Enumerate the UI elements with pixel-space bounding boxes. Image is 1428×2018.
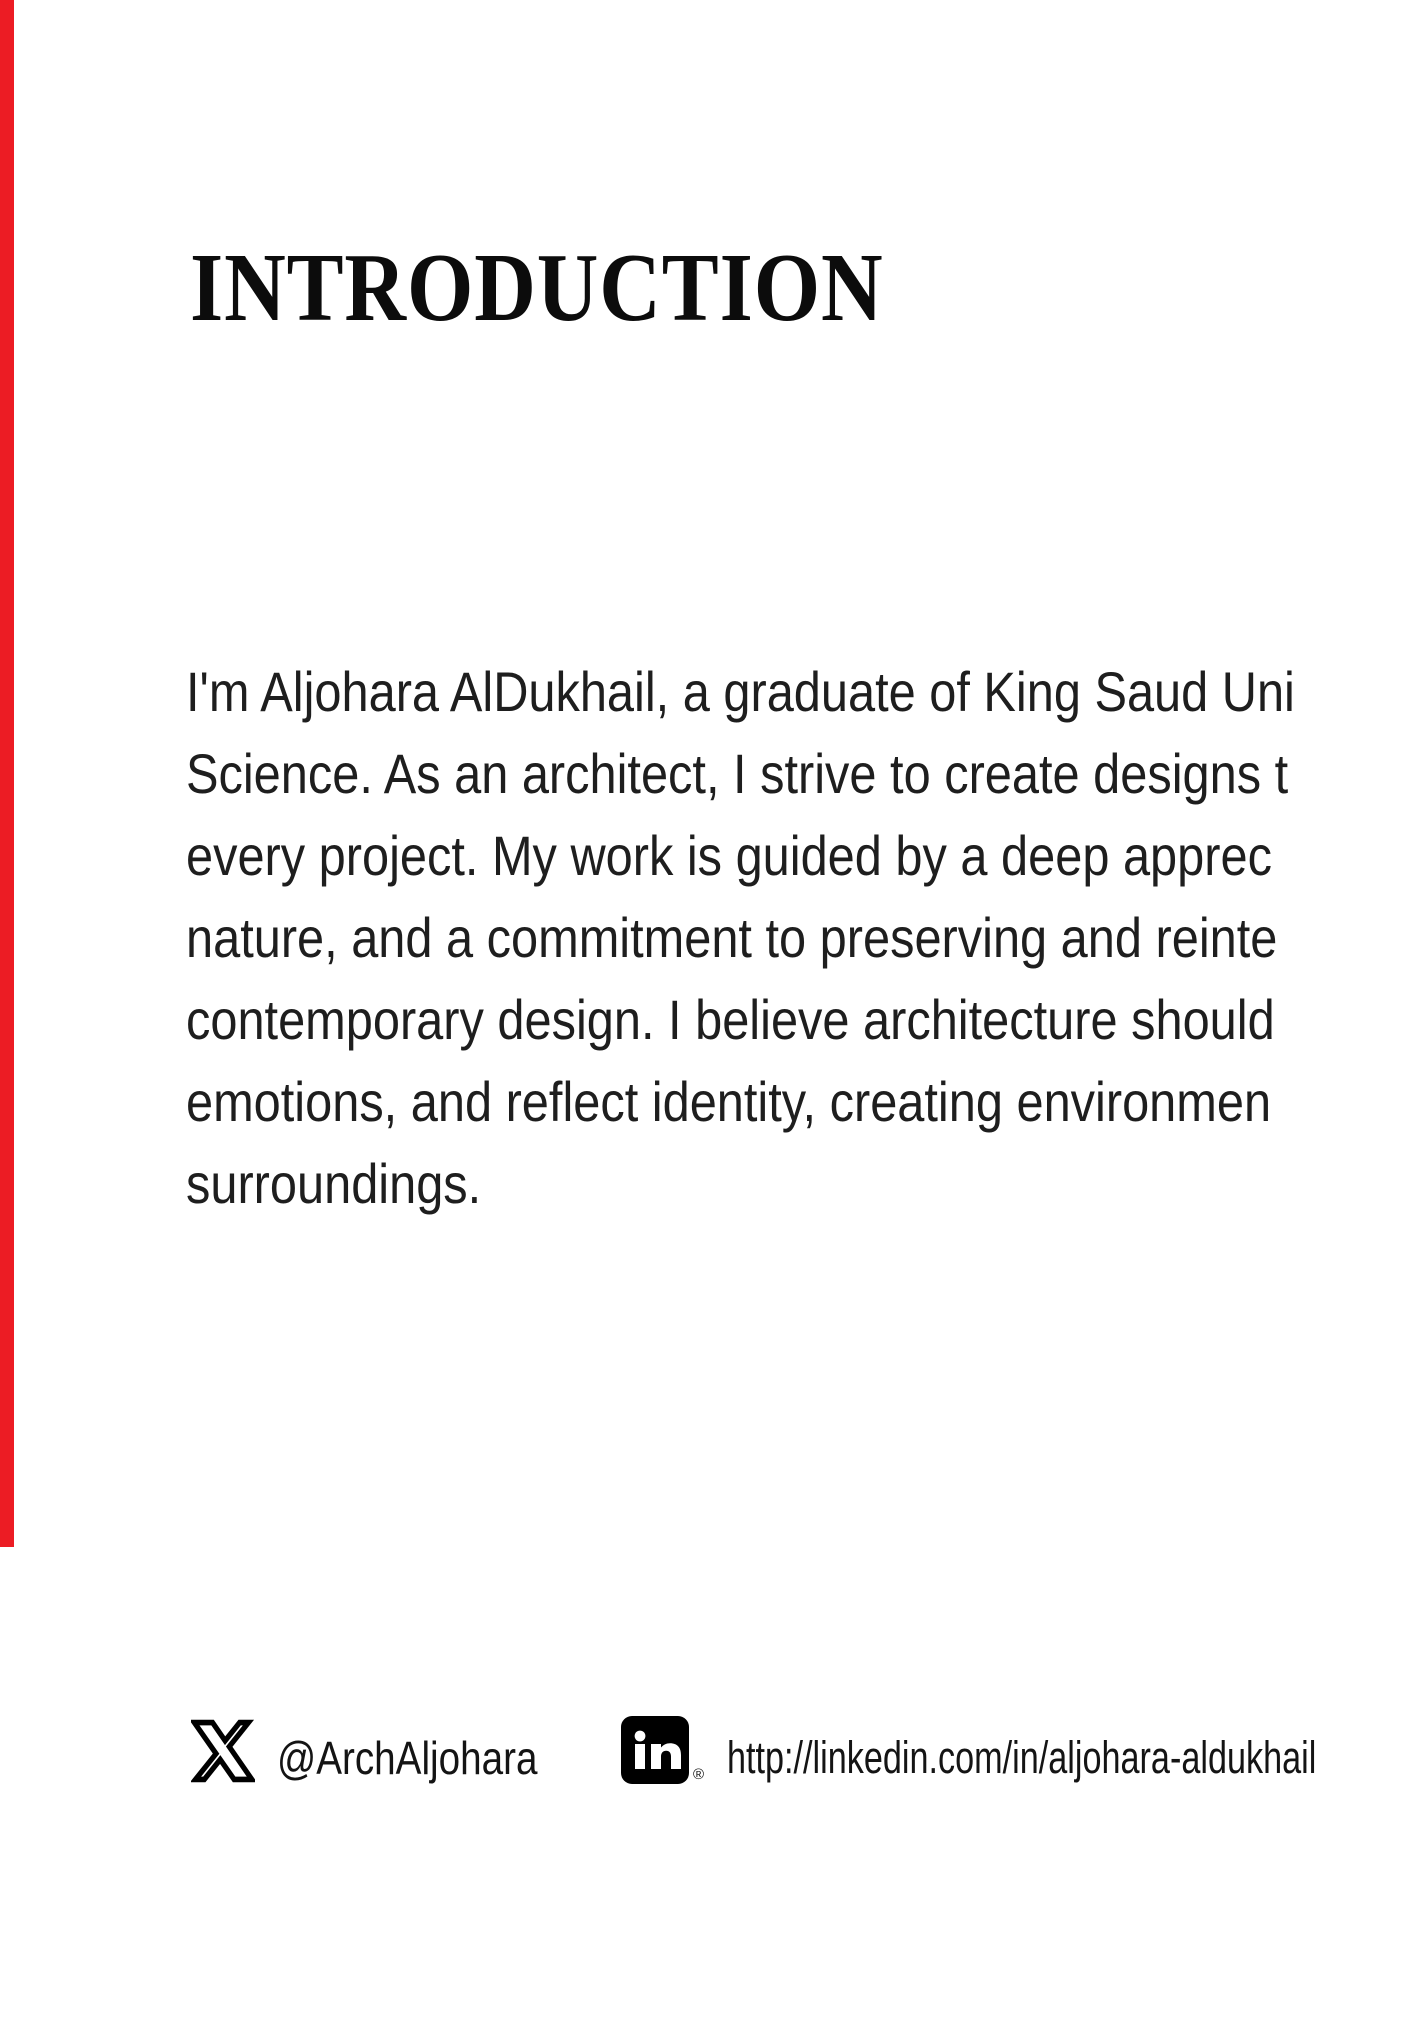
x-logo-icon[interactable] — [191, 1716, 255, 1786]
intro-line: Science. As an architect, I strive to create designs t — [186, 742, 1289, 805]
intro-line: nature, and a commitment to preserving and reinte — [186, 906, 1278, 969]
intro-line: contemporary design. I believe architecture should — [186, 988, 1275, 1051]
x-handle-text[interactable]: @ArchAljohara — [277, 1732, 538, 1784]
page-title: INTRODUCTION — [190, 234, 884, 341]
intro-line: emotions, and reflect identity, creating environmen — [186, 1070, 1272, 1133]
registered-mark: ® — [693, 1766, 705, 1783]
intro-line: every project. My work is guided by a deep apprec — [186, 824, 1272, 887]
accent-bar — [0, 0, 14, 1547]
intro-line: surroundings. — [186, 1152, 482, 1215]
linkedin-url-text[interactable]: http://linkedin.com/in/aljohara-aldukhail — [727, 1732, 1317, 1783]
intro-line: I'm Aljohara AlDukhail, a graduate of King Saud Uni — [186, 660, 1295, 723]
intro-paragraph — [186, 651, 1428, 1225]
linkedin-icon[interactable] — [621, 1716, 689, 1784]
